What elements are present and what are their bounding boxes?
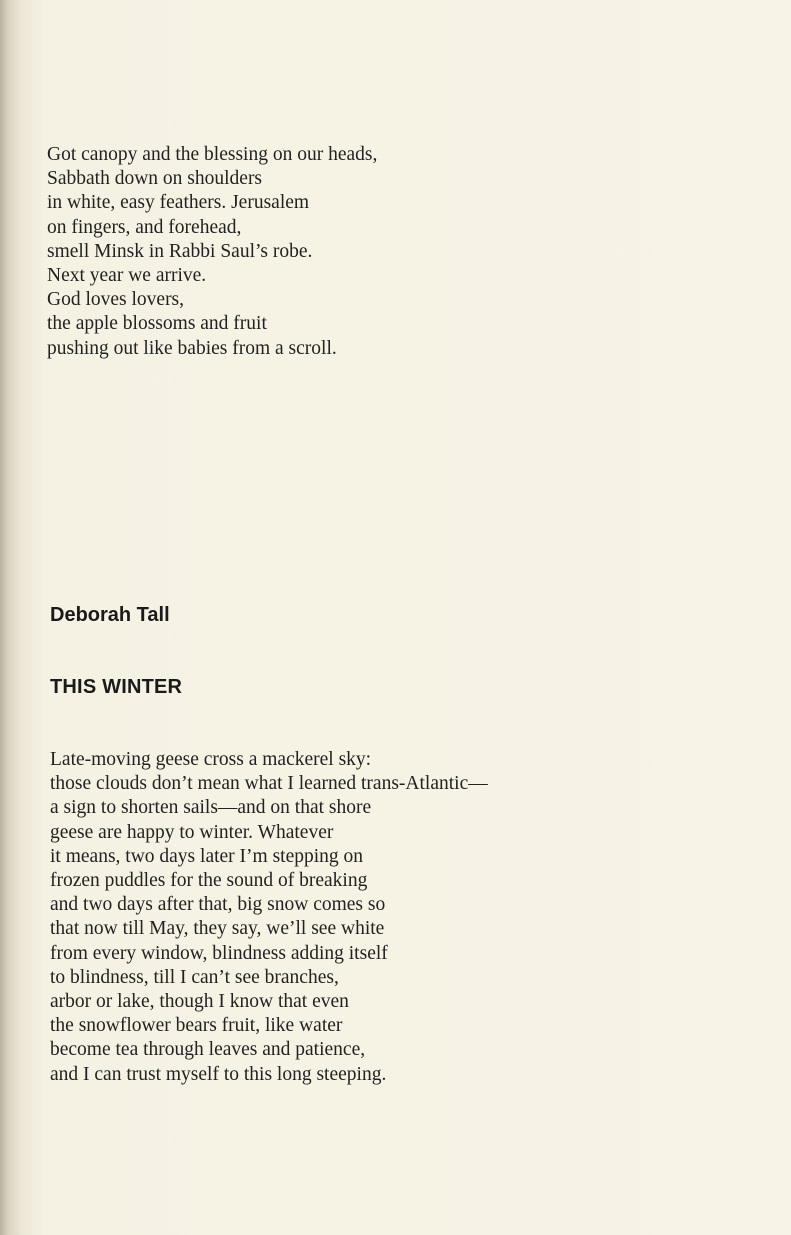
poem-line: to blindness, till I can’t see branches, xyxy=(50,966,339,988)
previous-poem-stanza xyxy=(47,143,377,361)
poem-line: and I can trust myself to this long steeping. xyxy=(50,1063,387,1085)
poem-line: it means, two days later I’m stepping on xyxy=(50,845,364,867)
poem-line: frozen puddles for the sound of breaking xyxy=(50,870,368,892)
poem-line: arbor or lake, though I know that even xyxy=(50,991,349,1013)
poem-line: pushing out like babies from a scroll. xyxy=(47,337,337,359)
poem-title: THIS WINTER xyxy=(50,676,183,698)
poem-line: Late-moving geese cross a mackerel sky: xyxy=(50,749,372,770)
poem-line: and two days after that, big snow comes so xyxy=(50,894,386,916)
poem-line: Next year we arrive. xyxy=(47,265,207,287)
poem-line: the snowflower bears fruit, like water xyxy=(50,1015,343,1037)
poem-line: on fingers, and forehead, xyxy=(47,216,242,238)
poem-line: geese are happy to winter. Whatever xyxy=(50,821,334,843)
poem-line: smell Minsk in Rabbi Saul’s robe. xyxy=(47,240,313,262)
poem-line: the apple blossoms and fruit xyxy=(47,313,267,335)
poem-line: in white, easy feathers. Jerusalem xyxy=(47,192,310,214)
poem-line: become tea through leaves and patience, xyxy=(50,1039,366,1061)
poem-line: Sabbath down on shoulders xyxy=(47,168,263,190)
poem-line: that now till May, they say, we’ll see white xyxy=(50,918,385,940)
poem-line: God loves lovers, xyxy=(47,289,185,311)
poem-body xyxy=(50,748,488,1087)
poem-line: from every window, blindness adding itself xyxy=(50,942,388,964)
author-name: Deborah Tall xyxy=(50,604,170,626)
poem-line: a sign to shorten sails—and on that shore xyxy=(50,797,372,819)
poem-line: those clouds don’t mean what I learned trans-Atlantic— xyxy=(50,773,488,795)
poem-line: Got canopy and the blessing on our heads, xyxy=(47,144,378,165)
